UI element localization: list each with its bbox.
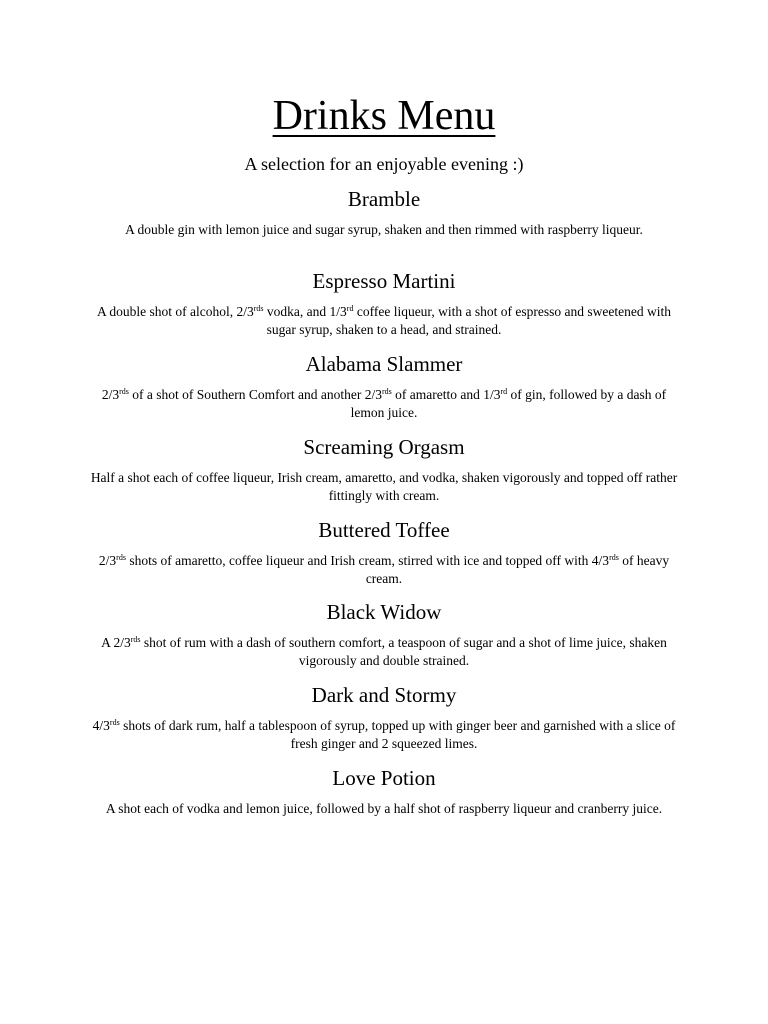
drink-item (90, 433, 678, 505)
ordinal-superscript: rds (253, 304, 264, 313)
description-text: of a shot of Southern Comfort and another 2/3 (128, 387, 382, 402)
page-title: Drinks Menu (272, 93, 496, 139)
drink-name: Black Widow (326, 600, 442, 624)
drink-description (90, 469, 678, 505)
description-text: A double gin with lemon juice and sugar syrup, shaken and then rimmed with raspberry liqueur. (125, 222, 643, 237)
description-text: 4/3 (92, 718, 110, 733)
ordinal-superscript: rds (609, 553, 619, 562)
description-text: A 2/3 (101, 635, 131, 650)
description-text: 2/3 (98, 553, 117, 568)
ordinal-superscript: rds (116, 553, 126, 562)
description-text: vodka, and 1/3 (263, 304, 347, 319)
drink-description (90, 221, 678, 239)
description-text: of amaretto and 1/3 (391, 387, 501, 402)
description-text: coffee liqueur, with a shot of espresso and sweetened with sugar syrup, shaken to a head, and strained. (266, 304, 671, 337)
drink-name: Love Potion (332, 766, 436, 790)
description-text: A double shot of alcohol, 2/3 (97, 304, 254, 319)
description-text: of gin, followed by a dash of lemon juice. (350, 387, 667, 420)
drink-description (90, 552, 678, 588)
ordinal-superscript: rds (119, 387, 129, 396)
drink-name: Buttered Toffee (318, 518, 450, 542)
drink-name: Espresso Martini (312, 269, 456, 293)
drink-description (90, 634, 678, 670)
description-text: Half a shot each of coffee liqueur, Irish cream, amaretto, and vodka, shaken vigorously and topped off rather fittingly with cream. (90, 470, 678, 503)
description-text: shots of amaretto, coffee liqueur and Irish cream, stirred with ice and topped off with 4/3 (125, 553, 610, 568)
description-text: of heavy cream. (365, 553, 670, 586)
ordinal-superscript: rd (346, 304, 354, 313)
drink-item (90, 350, 678, 422)
drink-item (90, 681, 678, 753)
drink-item (90, 764, 678, 818)
ordinal-superscript: rds (109, 718, 120, 727)
description-text: A shot each of vodka and lemon juice, followed by a half shot of raspberry liqueur and cranberry juice. (105, 801, 663, 816)
drink-item (90, 598, 678, 670)
description-text: shots of dark rum, half a tablespoon of syrup, topped up with ginger beer and garnished with a slice of fresh ginger and 2 squeezed limes. (119, 718, 676, 751)
drink-item (90, 185, 678, 239)
drink-item (90, 267, 678, 339)
drink-name: Bramble (347, 187, 421, 211)
ordinal-superscript: rds (130, 635, 141, 644)
drink-description (90, 800, 678, 818)
drink-name: Alabama Slammer (305, 352, 463, 376)
drink-description (90, 303, 678, 339)
drink-name: Dark and Stormy (311, 683, 457, 707)
page-subtitle: A selection for an enjoyable evening :) (244, 154, 524, 174)
ordinal-superscript: rds (382, 387, 392, 396)
ordinal-superscript: rd (500, 387, 508, 396)
drink-description (90, 386, 678, 422)
drink-name: Screaming Orgasm (303, 435, 465, 459)
description-text: 2/3 (101, 387, 120, 402)
drink-description (90, 717, 678, 753)
description-text: shot of rum with a dash of southern comfort, a teaspoon of sugar and a shot of lime juice, shaken vigorously and double strained. (140, 635, 667, 668)
drink-item (90, 516, 678, 588)
